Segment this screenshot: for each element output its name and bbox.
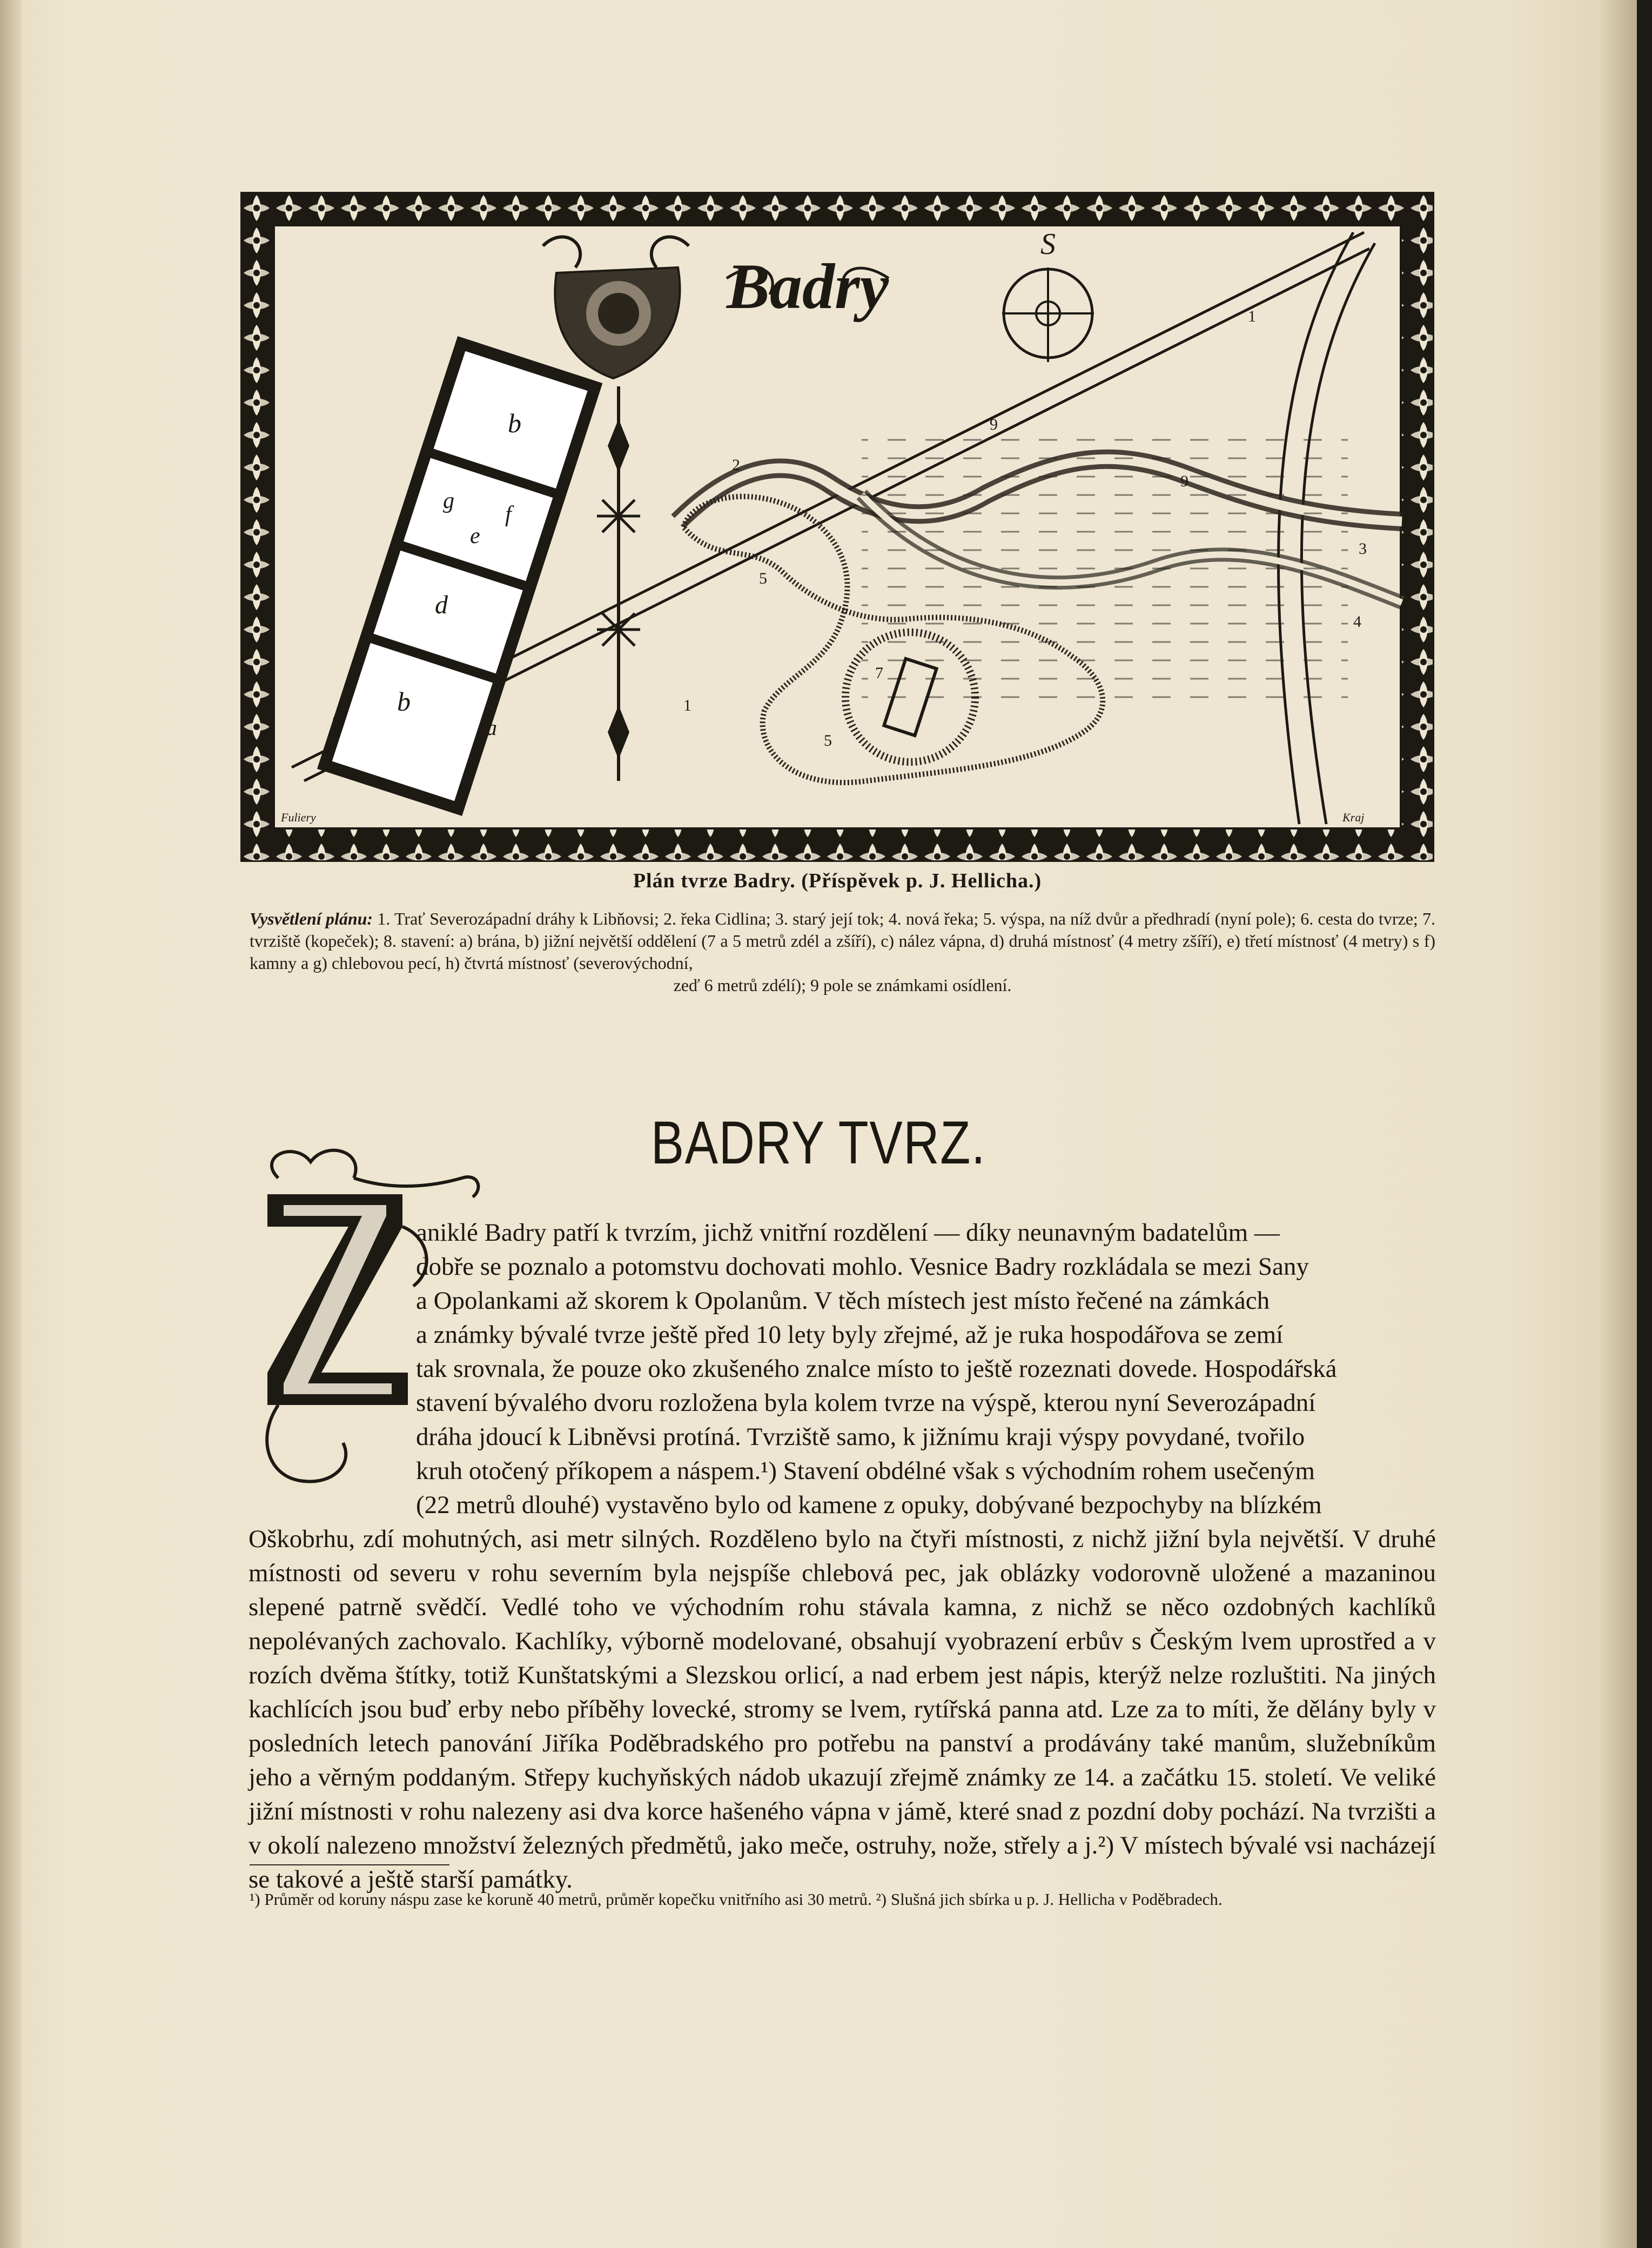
body-line: dráha jdoucí k Libněvsi protíná. Tvrziště samo, k jižnímu kraji výspy povydané, tvořilo xyxy=(416,1423,1305,1451)
plan-number: 1 xyxy=(1248,307,1256,325)
body-line: a známky bývalé tvrze ještě před 10 lety byly zřejmé, až je ruka hospodářova se zemí xyxy=(416,1321,1284,1349)
artist-signature: Fuliery xyxy=(281,811,316,824)
body-line: aniklé Badry patří k tvrzím, jichž vnitřní rozdělení — díky neunavným badatelům — xyxy=(416,1219,1280,1247)
room-label: a xyxy=(486,715,497,740)
room-label: e xyxy=(470,524,480,548)
body-line: dobře se poznalo a potomstvu dochovati mohlo. Vesnice Badry rozkládala se mezi Sany xyxy=(416,1253,1309,1281)
plan-number: 3 xyxy=(1359,540,1367,558)
body-paragraph: Oškobrhu, zdí mohutných, asi metr silných. Rozděleno bylo na čtyři místnosti, z nichž jižní byla největší. V druhé místnosti od severu v rohu severním byla nejspíše chlebová pec, jak oblázky vodorovně uložené a mazaninou slepené patrně svědčí. Vedlé toho ve východním rohu stávala kamna, z nichž se něco ozdobných kachlíků nepolévaných zachovalo. Kachlíky, výborně modelované, obsahují vyobrazení erbův s Českým lvem uprostřed a v rozích dvěma štítky, totiž Kunštatskými a Slezskou orlicí, a nad erbem jest nápis, kterýž nelze rozluštiti. Na jiných kachlících jsou buď erby nebo příběhy lovecké, stromy se lvem, rytířská panna atd. Lze za to míti, že dělány byly v posledních letech panování Jiříka Poděbradského pro potřebu na panství a prodávány také manům, služebníkům jeho a věrným poddaným. Střepy kuchyňských nádob ukazují zřejmě známky ze 14. a začátku 15. století. Ve veliké jižní místnosti v rohu nalezeny asi dva korce hašeného vápna v jámě, které snad z pozdní doby pochází. Na tvrzišti a v okolí nalezeno množství železných předmětů, jako meče, ostruhy, nože, střely a j.²) V místech bývalé vsi nacházejí se takové a ještě starší památky. xyxy=(249,1525,1436,1894)
plan-legend xyxy=(250,908,1435,996)
engraver-signature: Kraj xyxy=(1342,811,1365,824)
legend-text: 1. Trať Severozápadní dráhy k Libňovsi; 2. řeka Cidlina; 3. starý její tok; 4. nová řeka; 5. výspa, na níž dvůr a předhradí (nyní pole); 6. cesta do tvrze; 7. tvrziště (kopeček); 8. stavení: a) brána, b) jižní největší oddělení (7 a 5 metrů zdél a zšíří), c) nález vápna, d) druhá místnosť (4 metry zšíří), e) třetí místnosť (4 metry) s f) kamny a g) chlebovou pecí, h) čtvrtá místnosť (severovýchodní, xyxy=(250,909,1436,973)
room-label: f xyxy=(505,502,512,527)
room-label: d xyxy=(435,591,448,619)
room-label: b xyxy=(508,408,521,438)
body-line: a Opolankami až skorem k Opolanům. V těch místech jest místo řečené na zámkách xyxy=(416,1287,1270,1315)
plan-number: 4 xyxy=(1353,613,1361,631)
legend-last-line: zeď 6 metrů zdélí); 9 pole se známkami osídlení. xyxy=(673,975,1012,995)
page-gutter xyxy=(0,0,22,2248)
body-line: stavení bývalého dvoru rozložena byla kolem tvrze na výspě, kterou nyní Severozápadní xyxy=(416,1389,1316,1417)
body-line: tak srovnala, že pouze oko zkušeného znalce místo to ještě rozeznati dovede. Hospodářská xyxy=(416,1355,1337,1383)
plan-number: 7 xyxy=(875,664,883,682)
plan-number: 5 xyxy=(759,570,767,587)
plan-number: 9 xyxy=(990,416,998,433)
plate-caption: Plán tvrze Badry. (Příspěvek p. J. Hellicha.) xyxy=(633,869,1042,892)
room-label: c xyxy=(332,705,342,729)
footnotes: ¹) Průměr od koruny náspu zase ke koruně 40 metrů, průměr kopečku vnitřního asi 30 metrů. ²) Slušná jich sbírka u p. J. Hellicha v Poděbradech. xyxy=(250,1890,1223,1909)
legend-lead: Vysvětlení plánu: xyxy=(250,909,373,928)
compass-label: S xyxy=(1040,228,1056,261)
room-label: g xyxy=(443,489,454,513)
article-title: BADRY TVRZ. xyxy=(650,1109,986,1176)
body-line: kruh otočený příkopem a náspem.¹) Stavení obdélné však s východním rohem usečeným xyxy=(416,1457,1315,1485)
plan-number: 2 xyxy=(732,456,740,474)
footnote-rule xyxy=(250,1864,449,1865)
body-line: (22 metrů dlouhé) vystavěno bylo od kamene z opuky, dobývané bezpochyby na blízkém xyxy=(416,1491,1322,1519)
plan-title: Badry xyxy=(727,250,889,322)
plan-illustration xyxy=(240,192,1434,862)
plan-drawing xyxy=(240,192,1434,862)
plan-number: 9 xyxy=(1180,472,1188,490)
plan-number: 5 xyxy=(824,732,832,750)
article-body xyxy=(249,1216,1436,1897)
plan-number: 1 xyxy=(683,697,691,714)
page-edge-shadow xyxy=(1599,0,1637,2248)
room-label: b xyxy=(397,686,411,717)
